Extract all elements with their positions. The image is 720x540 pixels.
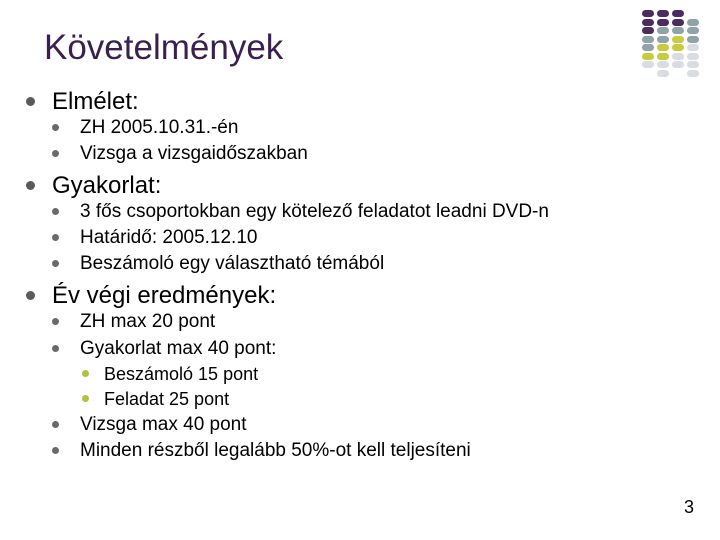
decorative-dot bbox=[672, 36, 684, 43]
decorative-dot bbox=[672, 53, 684, 60]
decorative-dot bbox=[642, 19, 654, 26]
bullet-icon bbox=[26, 181, 35, 190]
section-label: Elmélet: bbox=[52, 88, 139, 115]
decorative-dot bbox=[642, 61, 654, 68]
decorative-dot bbox=[687, 36, 699, 43]
decorative-dot bbox=[642, 27, 654, 34]
decorative-dot bbox=[672, 10, 684, 17]
decorative-dot bbox=[672, 61, 684, 68]
bullet-icon bbox=[52, 234, 59, 241]
decorative-dot bbox=[687, 53, 699, 60]
bullet-icon bbox=[26, 291, 35, 300]
decorative-dot bbox=[657, 27, 669, 34]
decorative-dot bbox=[642, 36, 654, 43]
decorative-dot bbox=[657, 61, 669, 68]
decorative-dot bbox=[642, 44, 654, 51]
decorative-dot bbox=[657, 10, 669, 17]
decorative-dot bbox=[657, 36, 669, 43]
bullet-icon bbox=[82, 370, 89, 377]
decorative-dot bbox=[657, 19, 669, 26]
bullet-icon bbox=[52, 318, 59, 325]
decorative-dot bbox=[687, 61, 699, 68]
decorative-dot bbox=[642, 53, 654, 60]
decorative-dot bbox=[657, 70, 669, 77]
bullet-icon bbox=[52, 421, 59, 428]
section-label: Év végi eredmények: bbox=[52, 282, 277, 309]
decorative-dot bbox=[657, 44, 669, 51]
decorative-dot bbox=[642, 10, 654, 17]
decorative-dot bbox=[687, 27, 699, 34]
decorative-dot bbox=[687, 19, 699, 26]
decorative-dot bbox=[672, 19, 684, 26]
bullet-icon bbox=[52, 345, 59, 352]
bullet-icon bbox=[52, 124, 59, 131]
decorative-dot bbox=[672, 27, 684, 34]
decorative-dot bbox=[657, 53, 669, 60]
slide-title: Követelmények bbox=[44, 28, 284, 67]
bullet-icon bbox=[52, 150, 59, 157]
bullet-icon bbox=[52, 260, 59, 267]
section-label: Gyakorlat: bbox=[52, 172, 162, 199]
page-number: 3 bbox=[683, 497, 694, 517]
bullet-icon bbox=[82, 395, 89, 402]
decorative-dot-grid bbox=[642, 10, 702, 80]
decorative-dot bbox=[687, 70, 699, 77]
decorative-dot bbox=[672, 44, 684, 51]
bullet-icon bbox=[26, 97, 35, 106]
bullet-icon bbox=[52, 208, 59, 215]
bullet-icon bbox=[52, 447, 59, 454]
decorative-dot bbox=[687, 44, 699, 51]
